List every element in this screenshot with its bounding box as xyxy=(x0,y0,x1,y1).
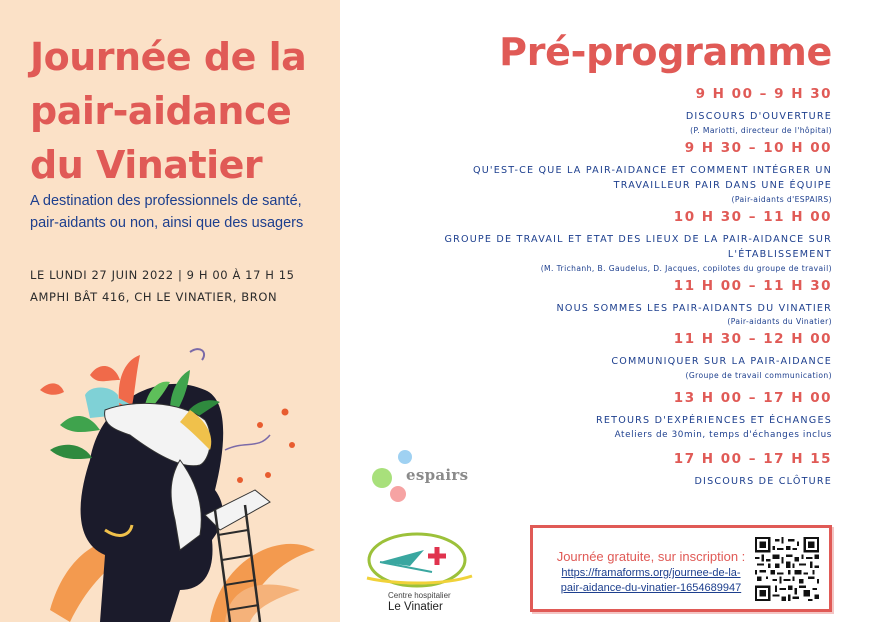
event-line: COMMUNIQUER SUR LA PAIR-AIDANCE xyxy=(611,356,832,367)
link-line[interactable]: https://framaforms.org/journee-de-la- xyxy=(561,567,741,579)
registration-label: Journée gratuite, sur inscription : xyxy=(556,549,746,564)
schedule-slot xyxy=(372,206,832,274)
event-line: TRAVAILLEUR PAIR DANS UNE ÉQUIPE xyxy=(613,180,832,191)
link-line[interactable]: pair-aidance-du-vinatier-1654689947 xyxy=(560,582,742,594)
subtitle-line: A destination des professionnels de santé, xyxy=(30,193,302,209)
slot-event xyxy=(372,232,832,263)
slot-event xyxy=(372,163,832,194)
schedule-slot xyxy=(372,83,832,136)
place-line: AMPHI BÂT 416, CH LE VINATIER, BRON xyxy=(30,290,278,304)
vinatier-line1: Centre hospitalier xyxy=(388,591,451,600)
title-line: pair-aidance xyxy=(30,89,292,133)
slot-speaker: (Pair-aidants du Vinatier) xyxy=(727,317,832,326)
subtitle-line: pair-aidants ou non, ainsi que des usagers xyxy=(30,215,304,231)
qr-code[interactable] xyxy=(755,537,819,601)
slot-speaker: Ateliers de 30min, temps d'échanges inclus xyxy=(614,430,832,440)
title-line: du Vinatier xyxy=(30,143,263,187)
slot-speaker: (P. Mariotti, directeur de l'hôpital) xyxy=(690,125,832,135)
slot-time: 9 H 30 – 10 H 00 xyxy=(684,139,832,156)
slot-speaker: (Pair-aidants d'ESPAIRS) xyxy=(731,194,832,204)
vinatier-emblem xyxy=(362,528,480,590)
date-line: LE LUNDI 27 JUIN 2022 | 9 H 00 À 17 H 15 xyxy=(30,268,295,282)
slot-speaker: (Groupe de travail communication) xyxy=(685,370,832,380)
slot-event xyxy=(372,109,832,125)
programme-title: Pré-programme xyxy=(499,30,832,74)
schedule-slot xyxy=(372,137,832,205)
slot-event xyxy=(372,301,832,317)
slot-event xyxy=(372,413,832,429)
left-panel xyxy=(0,0,340,622)
slot-speaker: (M. Trichanh, B. Gaudelus, D. Jacques, copilotes du groupe de travail) xyxy=(540,263,832,273)
schedule-slot xyxy=(372,328,832,381)
schedule xyxy=(372,82,832,490)
title-line: Journée de la xyxy=(30,35,307,79)
event-line: NOUS SOMMES LES PAIR-AIDANTS DU VINATIER xyxy=(556,302,832,314)
event-line: DISCOURS D'OUVERTURE xyxy=(685,111,832,122)
espairs-wordmark: espairs xyxy=(406,466,469,484)
vinatier-logo xyxy=(362,528,480,618)
registration-box xyxy=(530,525,832,612)
event-line: DISCOURS DE CLÔTURE xyxy=(694,476,832,487)
event-line: QU'EST-CE QUE LA PAIR-AIDANCE ET COMMENT INTÉGRER UN xyxy=(472,164,832,176)
head-garden-illustration xyxy=(30,340,330,622)
schedule-slot xyxy=(372,275,832,328)
event-line: RETOURS D'EXPÉRIENCES ET ÉCHANGES xyxy=(596,414,832,426)
vinatier-line2: Le Vinatier xyxy=(388,601,443,613)
slot-time: 10 H 30 – 11 H 00 xyxy=(673,208,832,225)
slot-time: 17 H 00 – 17 H 15 xyxy=(673,451,832,467)
registration-link[interactable] xyxy=(545,566,757,596)
slot-time: 13 H 00 – 17 H 00 xyxy=(673,389,832,406)
event-line: L'ÉTABLISSEMENT xyxy=(727,249,832,260)
slot-time: 11 H 30 – 12 H 00 xyxy=(673,331,832,347)
registration-text xyxy=(545,548,757,596)
audience-subtitle xyxy=(30,190,330,234)
slot-event xyxy=(372,474,832,490)
slot-time: 11 H 00 – 11 H 30 xyxy=(673,277,832,294)
event-title xyxy=(30,30,330,192)
slot-time: 9 H 00 – 9 H 30 xyxy=(695,86,832,102)
event-info xyxy=(30,264,330,308)
schedule-slot xyxy=(372,387,832,443)
schedule-slot xyxy=(372,448,832,490)
event-line: GROUPE DE TRAVAIL ET ETAT DES LIEUX DE LA PAIR-AIDANCE SUR xyxy=(444,233,832,245)
slot-event xyxy=(372,354,832,370)
